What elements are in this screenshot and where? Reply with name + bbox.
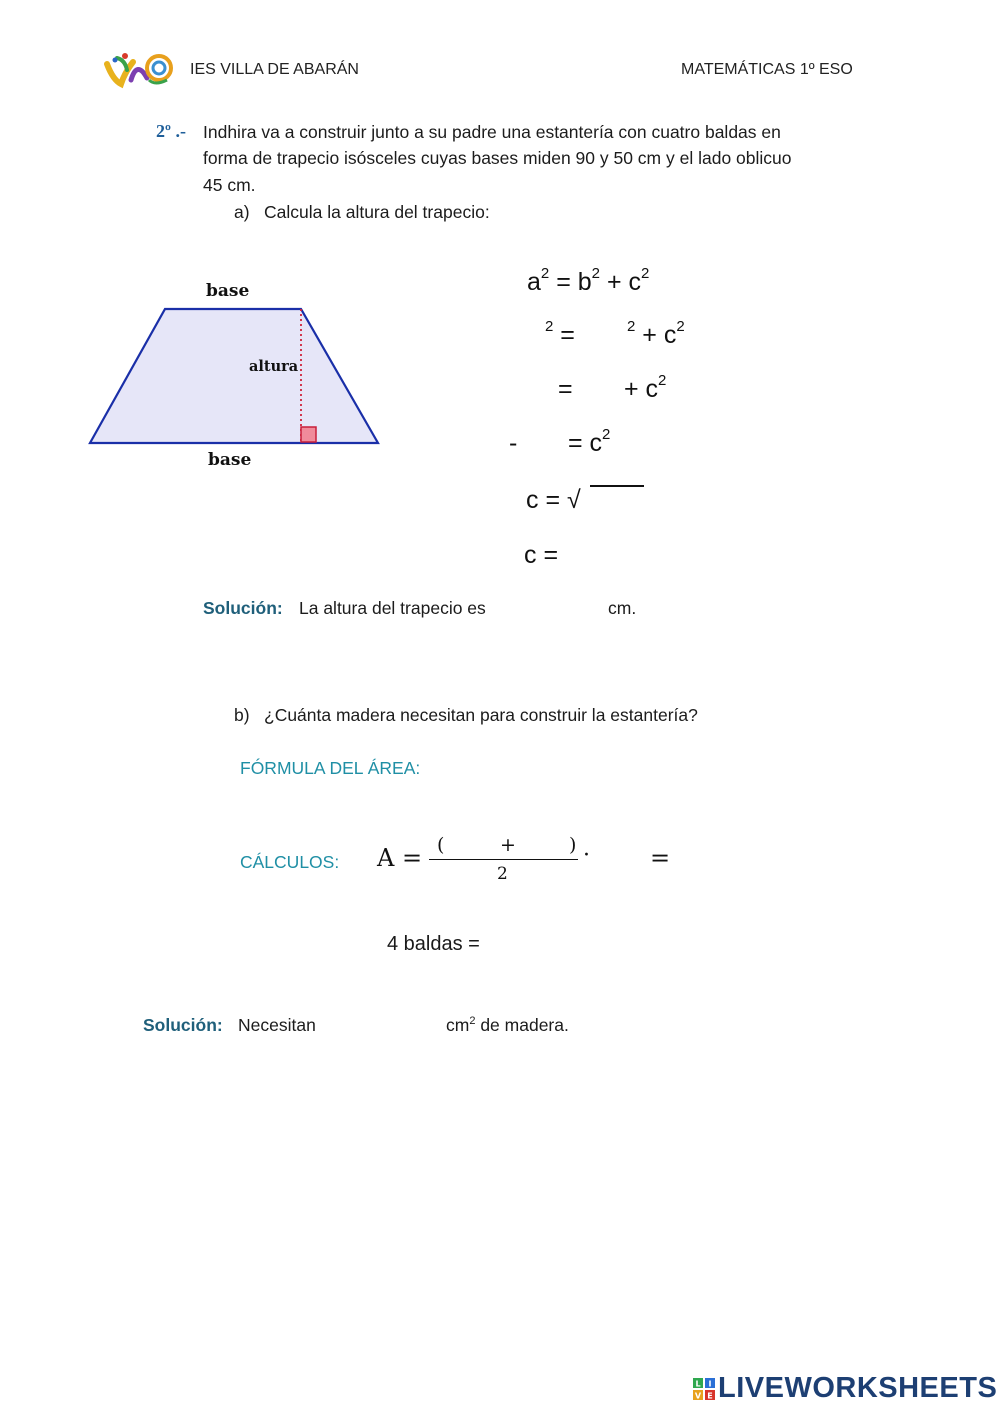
fraction-bar <box>429 859 578 860</box>
solution-b-unit: $cm^2$ de madera. <box>446 1015 569 1035</box>
badge-letter-v: V <box>694 1391 702 1400</box>
statement-line-3: 45 cm. <box>203 175 256 195</box>
pythagoras-line-3-eq: = <box>558 375 573 403</box>
area-symbol: A = <box>377 844 423 872</box>
statement-line-2: forma de trapecio isósceles cuyas bases miden 90 y 50 cm y el lado oblicuo <box>203 148 792 168</box>
part-a-label: a) <box>234 202 250 222</box>
shelves-total: 4 baldas = <box>387 933 480 955</box>
sqrt-vinculum <box>590 485 644 487</box>
trapezoid-figure <box>85 275 385 475</box>
trapezoid-shape <box>90 309 378 443</box>
multiplication-dot: · <box>583 843 590 868</box>
badge-letter-i: I <box>708 1379 712 1389</box>
calculations-label: CÁLCULOS: <box>240 852 340 872</box>
badge-letter-l: L <box>695 1379 701 1389</box>
school-name: IES VILLA DE ABARÁN <box>190 61 359 78</box>
calc-equals: = <box>650 844 671 872</box>
school-logo-icon <box>103 50 173 90</box>
fraction-plus: + <box>500 834 516 856</box>
liveworksheets-badge-icon <box>693 1378 715 1400</box>
part-b-question: ¿Cuánta madera necesitan para construir la estantería? <box>264 705 698 725</box>
part-a-question: Calcula la altura del trapecio: <box>264 202 490 222</box>
pythagoras-line-2: $^2$ = <box>545 317 575 349</box>
solution-b-text: Necesitan <box>238 1015 316 1035</box>
liveworksheets-badge <box>693 1378 715 1400</box>
pythagoras-line-4-rhs: = $c^2$ <box>568 425 611 457</box>
bottom-base-label: base <box>208 450 252 470</box>
solution-a-label: Solución: <box>203 598 283 618</box>
solution-a-text: La altura del trapecio es <box>299 598 486 618</box>
height-label: altura <box>249 358 299 375</box>
part-b-label: b) <box>234 705 250 725</box>
fraction-denominator: 2 <box>497 864 508 884</box>
pythagoras-line-4-minus: - <box>509 429 518 457</box>
trapezoid-diagram <box>85 275 385 475</box>
pythagoras-line-6: c = <box>524 541 559 569</box>
top-base-label: base <box>206 281 250 301</box>
right-angle-marker <box>301 427 316 442</box>
fraction-close-paren: ) <box>569 834 577 856</box>
school-logo <box>103 50 173 90</box>
pythagoras-line-3-rhs: + $c^2$ <box>624 371 667 403</box>
pythagoras-line-2-rhs: $^2 + c^2$ <box>627 317 685 349</box>
solution-a-unit: cm. <box>608 598 637 618</box>
exercise-number: 2º .- <box>156 121 186 141</box>
badge-letter-e: E <box>707 1391 713 1400</box>
area-formula-label: FÓRMULA DEL ÁREA: <box>240 758 421 778</box>
liveworksheets-brand[interactable]: LIVEWORKSHEETS <box>718 1372 998 1404</box>
pythagoras-line-1: $a^2 = b^2 + c^2$ <box>527 264 650 296</box>
fraction-open-paren: ( <box>437 834 445 856</box>
pythagoras-line-5: c = √ <box>526 486 581 514</box>
solution-b-label: Solución: <box>143 1015 223 1035</box>
statement-line-1: Indhira va a construir junto a su padre una estantería con cuatro baldas en <box>203 122 781 142</box>
subject-name: MATEMÁTICAS 1º ESO <box>681 61 853 78</box>
